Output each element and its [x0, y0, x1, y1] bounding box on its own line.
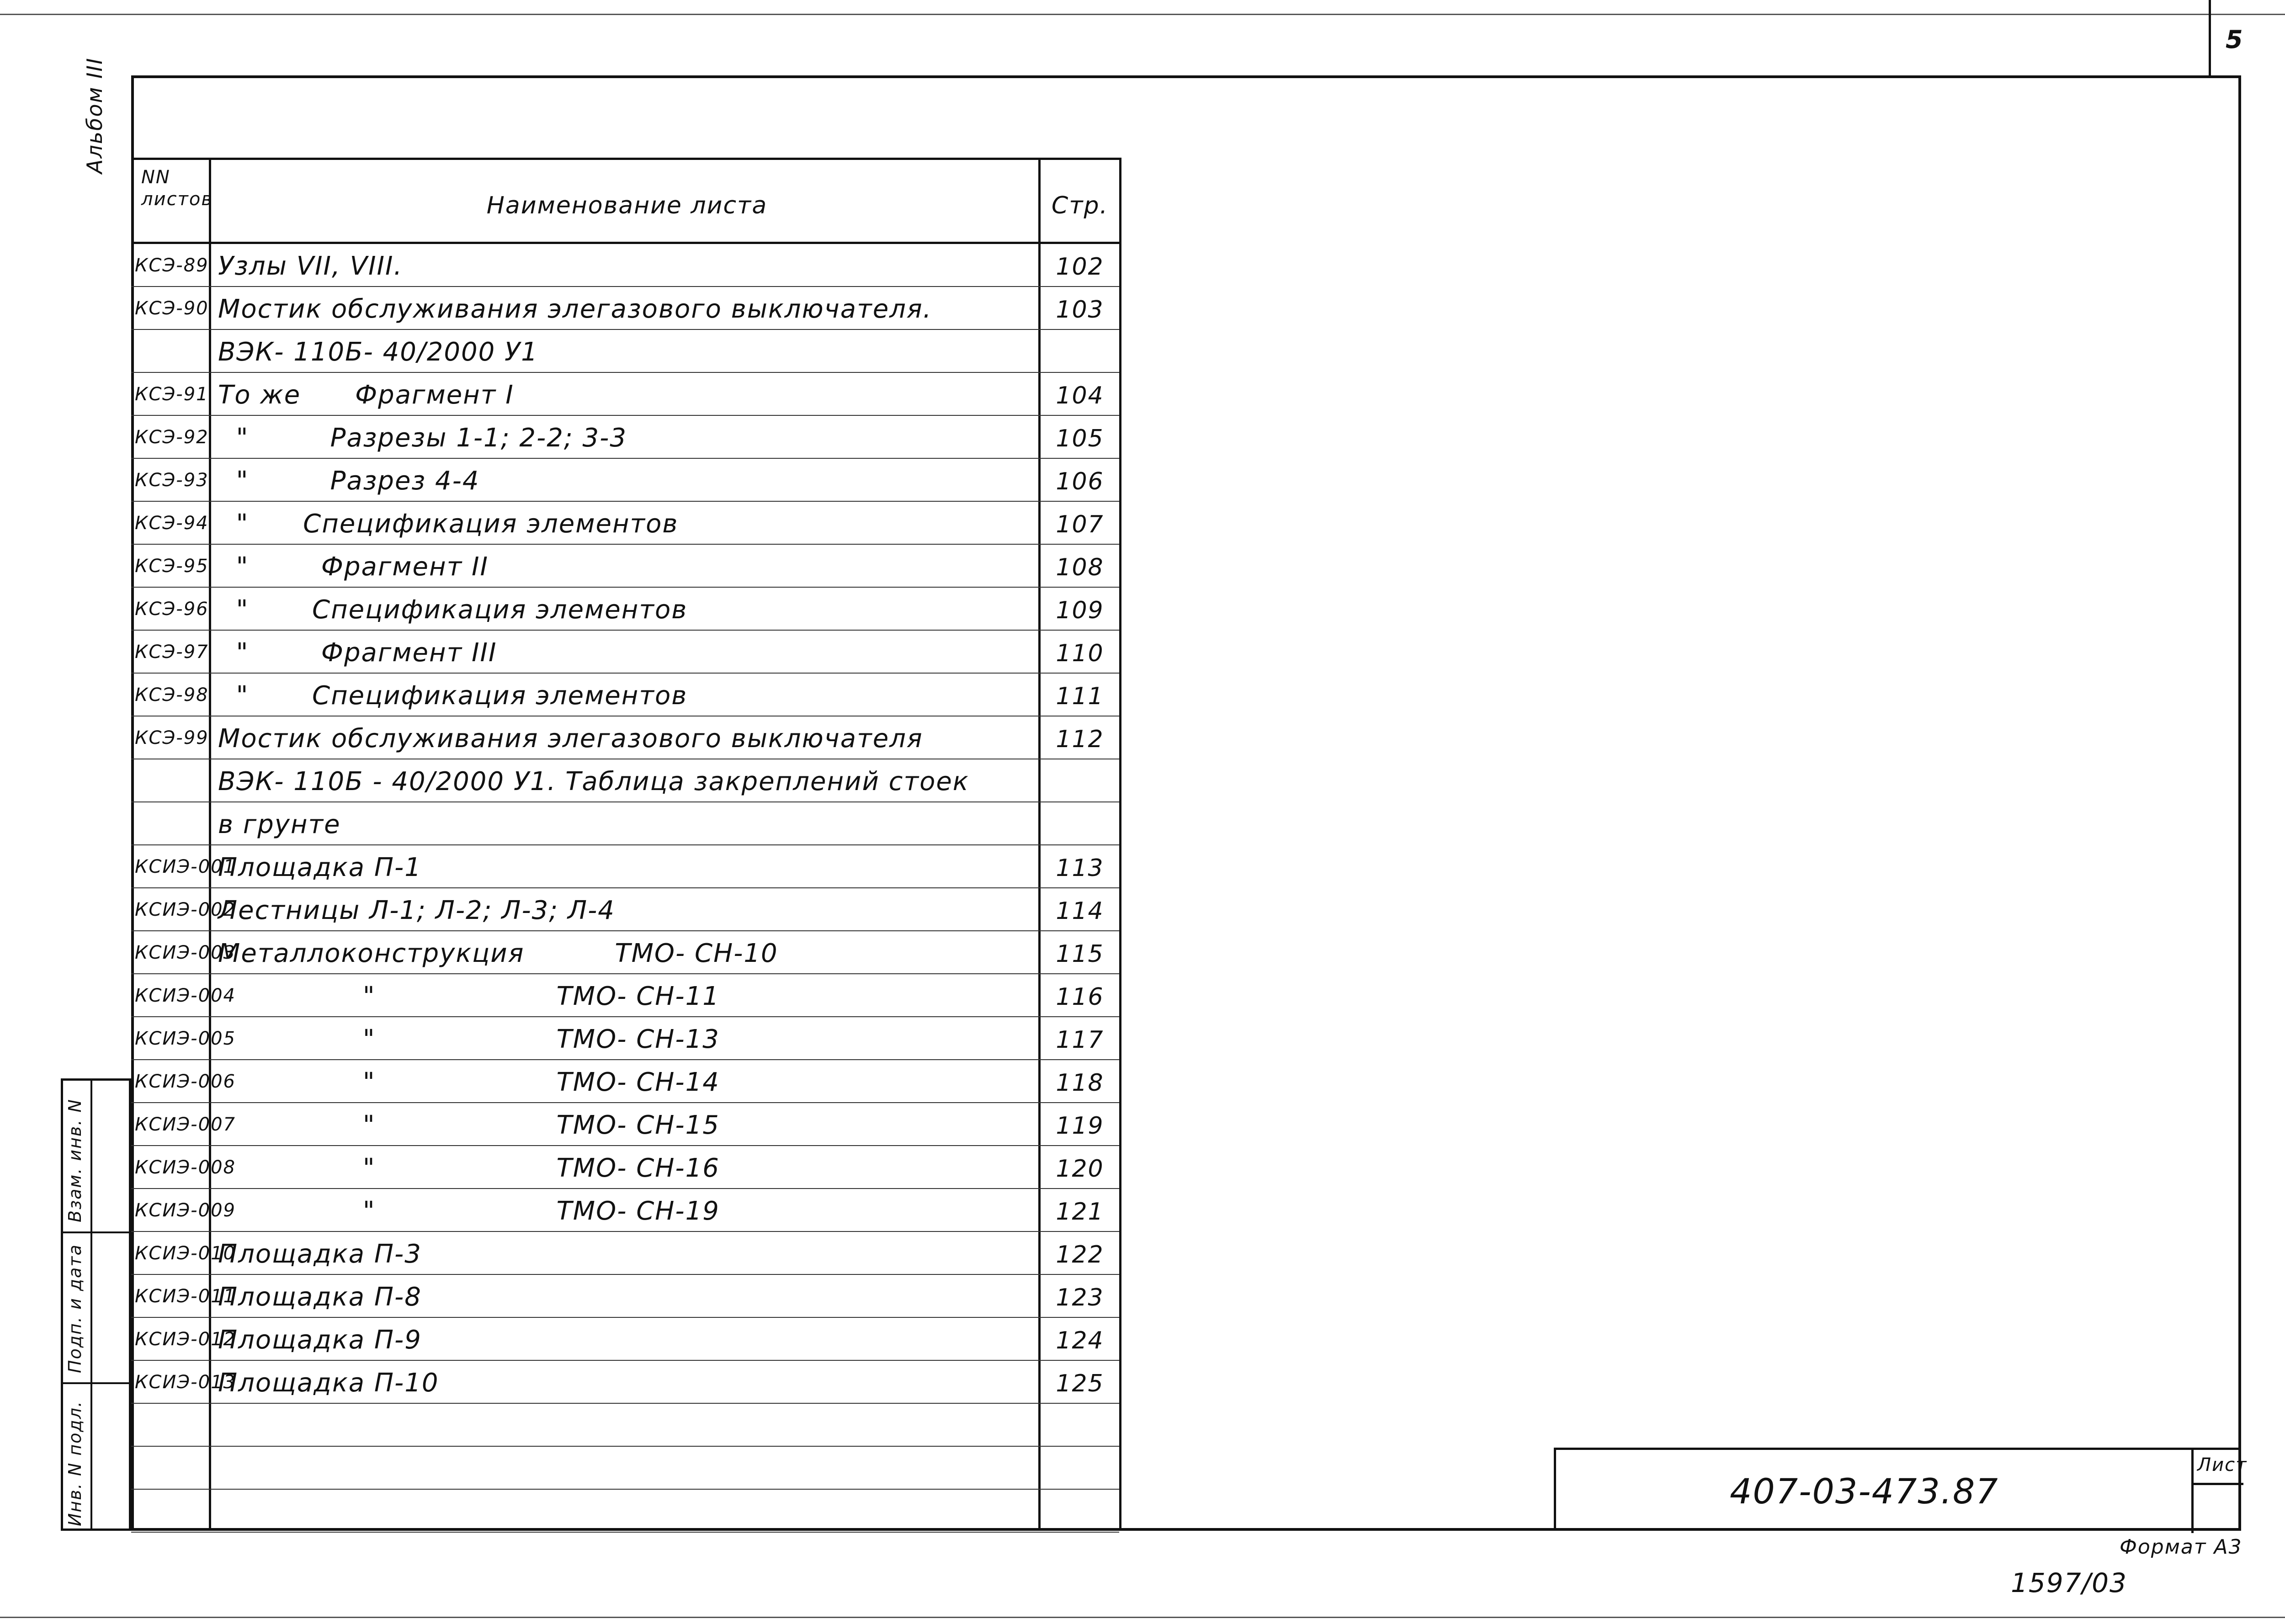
top-trim-line — [0, 14, 2285, 15]
row-code: КСЭ-93 — [135, 470, 209, 491]
row-name: То же Фрагмент I — [218, 380, 514, 410]
row-page: 124 — [1056, 1327, 1104, 1354]
row-code: КСИЭ-012 — [135, 1329, 236, 1350]
row-code: КСИЭ-004 — [135, 985, 236, 1006]
table-row — [131, 974, 1119, 1017]
row-name: " Фрагмент III — [218, 638, 497, 668]
row-code: КСЭ-99 — [135, 727, 209, 748]
row-code: КСЭ-90 — [135, 298, 209, 319]
row-page: 115 — [1056, 940, 1104, 968]
row-code: КСЭ-89 — [135, 255, 209, 276]
row-code: КСИЭ-007 — [135, 1114, 236, 1135]
sidebar-inv-orig: Инв. N подл. — [65, 1400, 85, 1526]
row-name: " Разрез 4-4 — [218, 466, 480, 496]
row-name: Лестницы Л-1; Л-2; Л-3; Л-4 — [218, 896, 615, 925]
table-row — [131, 1189, 1119, 1232]
row-page: 121 — [1056, 1198, 1104, 1226]
table-row — [131, 373, 1119, 416]
row-name: " ТМО- СН-16 — [218, 1153, 720, 1183]
table-row — [131, 330, 1119, 373]
sheet-index-table — [131, 158, 1121, 1531]
row-name: Площадка П-8 — [218, 1282, 422, 1312]
row-page: 102 — [1056, 253, 1104, 281]
row-name: " ТМО- СН-15 — [218, 1110, 720, 1140]
table-row — [131, 1275, 1119, 1318]
row-name: ВЭК- 110Б- 40/2000 У1 — [218, 337, 538, 367]
header-sheet-no: NN листов — [141, 167, 213, 210]
row-page: 120 — [1056, 1155, 1104, 1183]
table-row — [131, 1490, 1119, 1533]
table-row — [131, 1103, 1119, 1146]
table-row — [131, 674, 1119, 716]
sidebar-inv-replace: Взам. инв. N — [65, 1099, 85, 1222]
table-header — [131, 160, 1119, 244]
table-row — [131, 716, 1119, 759]
row-page: 123 — [1056, 1284, 1104, 1311]
table-row — [131, 287, 1119, 330]
row-page: 119 — [1056, 1112, 1104, 1140]
row-code: КСИЭ-011 — [135, 1286, 236, 1307]
row-name: Узлы VII, VIII. — [218, 251, 403, 281]
row-code: КСЭ-92 — [135, 427, 209, 448]
table-row — [131, 845, 1119, 888]
row-name: Металлоконструкция ТМО- СН-10 — [218, 939, 778, 968]
table-row — [131, 588, 1119, 631]
row-name: " Спецификация элементов — [218, 509, 679, 539]
row-code: КСЭ-95 — [135, 556, 209, 577]
table-row — [131, 459, 1119, 502]
row-page: 106 — [1056, 468, 1104, 495]
row-code: КСЭ-91 — [135, 384, 209, 405]
table-row — [131, 1361, 1119, 1404]
row-name: Площадка П-3 — [218, 1239, 422, 1269]
row-page: 110 — [1056, 640, 1104, 667]
header-sheet-name: Наименование листа — [486, 192, 768, 219]
row-name: " ТМО- СН-14 — [218, 1067, 720, 1097]
sidebar-column-divider — [90, 1081, 92, 1528]
row-page: 117 — [1056, 1026, 1104, 1054]
row-page: 112 — [1056, 726, 1104, 753]
row-page: 105 — [1056, 425, 1104, 452]
approval-sidebar — [61, 1078, 131, 1531]
row-page: 116 — [1056, 983, 1104, 1011]
row-code: КСИЭ-001 — [135, 856, 236, 877]
table-row — [131, 244, 1119, 287]
row-code: КСИЭ-008 — [135, 1157, 236, 1178]
row-page: 114 — [1056, 897, 1104, 925]
table-row — [131, 802, 1119, 845]
sheet-label: Лист — [2197, 1454, 2248, 1475]
sidebar-divider — [63, 1231, 129, 1233]
row-name: Площадка П-9 — [218, 1325, 422, 1355]
table-row — [131, 1318, 1119, 1361]
sheet-box-divider — [2194, 1483, 2243, 1485]
row-code: КСЭ-98 — [135, 685, 209, 706]
row-code: КСИЭ-006 — [135, 1071, 236, 1092]
table-row — [131, 416, 1119, 459]
row-name: Площадка П-10 — [218, 1368, 439, 1398]
table-row — [131, 545, 1119, 588]
title-stamp — [1554, 1448, 2248, 1531]
row-name: Площадка П-1 — [218, 853, 422, 882]
row-code: КСИЭ-005 — [135, 1028, 236, 1049]
row-name: в грунте — [218, 810, 341, 839]
document-number: 407-03-473.87 — [1730, 1471, 1999, 1512]
table-row — [131, 931, 1119, 974]
row-page: 118 — [1056, 1069, 1104, 1097]
row-page: 103 — [1056, 296, 1104, 324]
header-page: Стр. — [1051, 192, 1109, 219]
row-page: 107 — [1056, 511, 1104, 538]
table-row — [131, 1060, 1119, 1103]
table-row — [131, 631, 1119, 674]
format-label: Формат А3 — [2120, 1535, 2242, 1559]
row-name: " Спецификация элементов — [218, 681, 688, 711]
table-row — [131, 1146, 1119, 1189]
row-code: КСИЭ-010 — [135, 1243, 236, 1264]
row-name: " Разрезы 1-1; 2-2; 3-3 — [218, 423, 627, 453]
row-code: КСИЭ-009 — [135, 1200, 236, 1221]
sidebar-sign-date: Подп. и дата — [65, 1244, 85, 1373]
row-page: 122 — [1056, 1241, 1104, 1268]
row-name: " ТМО- СН-19 — [218, 1196, 720, 1226]
table-row — [131, 888, 1119, 931]
table-row — [131, 1404, 1119, 1447]
table-row — [131, 1017, 1119, 1060]
row-name: " ТМО- СН-11 — [218, 982, 720, 1011]
row-code: КСЭ-97 — [135, 642, 209, 663]
row-name: Мостик обслуживания элегазового выключателя — [218, 724, 923, 754]
inventory-number: 1597/03 — [2011, 1567, 2127, 1598]
corner-divider — [2209, 0, 2211, 75]
row-name: " ТМО- СН-13 — [218, 1024, 720, 1054]
row-code: КСИЭ-013 — [135, 1372, 236, 1393]
row-page: 109 — [1056, 597, 1104, 624]
sheet-box — [2191, 1450, 2248, 1533]
table-row — [131, 1232, 1119, 1275]
row-page: 113 — [1056, 854, 1104, 882]
row-code: КСЭ-94 — [135, 513, 209, 534]
table-row — [131, 502, 1119, 545]
row-code: КСЭ-96 — [135, 599, 209, 620]
row-page: 104 — [1056, 382, 1104, 409]
row-name: " Фрагмент II — [218, 552, 489, 582]
row-name: ВЭК- 110Б - 40/2000 У1. Таблица закреплений стоек — [218, 767, 969, 796]
row-code: КСИЭ-003 — [135, 942, 236, 963]
row-page: 111 — [1056, 683, 1104, 710]
row-name: " Спецификация элементов — [218, 595, 688, 625]
table-row — [131, 759, 1119, 802]
table-row — [131, 1447, 1119, 1490]
sidebar-divider — [63, 1382, 129, 1384]
row-page: 125 — [1056, 1370, 1104, 1397]
bottom-trim-line — [0, 1617, 2285, 1618]
album-label: Альбом III — [82, 57, 107, 174]
row-name: Мостик обслуживания элегазового выключателя. — [218, 294, 932, 324]
page-number: 5 — [2226, 25, 2244, 54]
row-code: КСИЭ-002 — [135, 899, 236, 920]
row-page: 108 — [1056, 554, 1104, 581]
